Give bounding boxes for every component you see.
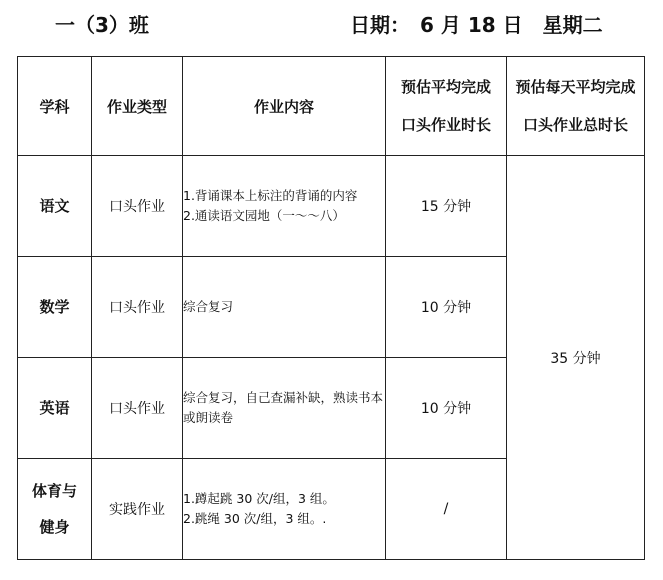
column-header-avg-time bbox=[386, 57, 507, 156]
content-cell bbox=[183, 156, 386, 257]
column-header-type: 作业类型 bbox=[92, 57, 183, 156]
weekday: 星期二 bbox=[542, 13, 603, 37]
subject-cell: 英语 bbox=[18, 358, 92, 459]
subject-cell bbox=[18, 459, 92, 560]
time-cell: 10 分钟 bbox=[386, 257, 507, 358]
content-line: 综合复习 bbox=[183, 299, 234, 314]
time-cell: 10 分钟 bbox=[386, 358, 507, 459]
homework-table bbox=[17, 56, 645, 560]
column-header-content: 作业内容 bbox=[183, 57, 386, 156]
content-cell bbox=[183, 257, 386, 358]
type-cell: 口头作业 bbox=[92, 358, 183, 459]
type-cell: 口头作业 bbox=[92, 156, 183, 257]
class-name: 一（3）班 bbox=[55, 13, 149, 37]
subject-cell: 语文 bbox=[18, 156, 92, 257]
content-line: 1.蹲起跳 30 次/组，3 组。 bbox=[183, 491, 335, 506]
subject-line: 健身 bbox=[39, 518, 70, 536]
date-label: 日期： bbox=[350, 13, 410, 37]
daily-total-cell: 35 分钟 bbox=[507, 156, 645, 560]
avg-time-header-line2: 口头作业时长 bbox=[400, 116, 491, 134]
content-line: 综合复习，自己查漏补缺，熟读书本或朗读卷 bbox=[183, 390, 384, 425]
type-cell: 实践作业 bbox=[92, 459, 183, 560]
date-value: 6 月 18 日 bbox=[420, 13, 523, 37]
table-header-row bbox=[18, 57, 645, 156]
subject-line: 体育与 bbox=[31, 482, 77, 500]
content-line: 1.背诵课本上标注的背诵的内容 bbox=[183, 188, 358, 203]
daily-total-header-line2: 口头作业总时长 bbox=[522, 116, 628, 134]
avg-time-header-line1: 预估平均完成 bbox=[400, 78, 491, 96]
type-cell: 口头作业 bbox=[92, 257, 183, 358]
subject-cell: 数学 bbox=[18, 257, 92, 358]
page-header bbox=[0, 10, 663, 40]
content-line: 2.通读语文园地（一～～八） bbox=[183, 208, 345, 223]
column-header-subject: 学科 bbox=[18, 57, 92, 156]
column-header-daily-total bbox=[507, 57, 645, 156]
content-line: 2.跳绳 30 次/组，3 组。. bbox=[183, 511, 327, 526]
content-cell bbox=[183, 358, 386, 459]
time-cell: / bbox=[386, 459, 507, 560]
table-row-chinese bbox=[18, 156, 645, 257]
daily-total-header-line1: 预估每天平均完成 bbox=[515, 78, 636, 96]
content-cell bbox=[183, 459, 386, 560]
time-cell: 15 分钟 bbox=[386, 156, 507, 257]
date-line bbox=[350, 10, 603, 40]
